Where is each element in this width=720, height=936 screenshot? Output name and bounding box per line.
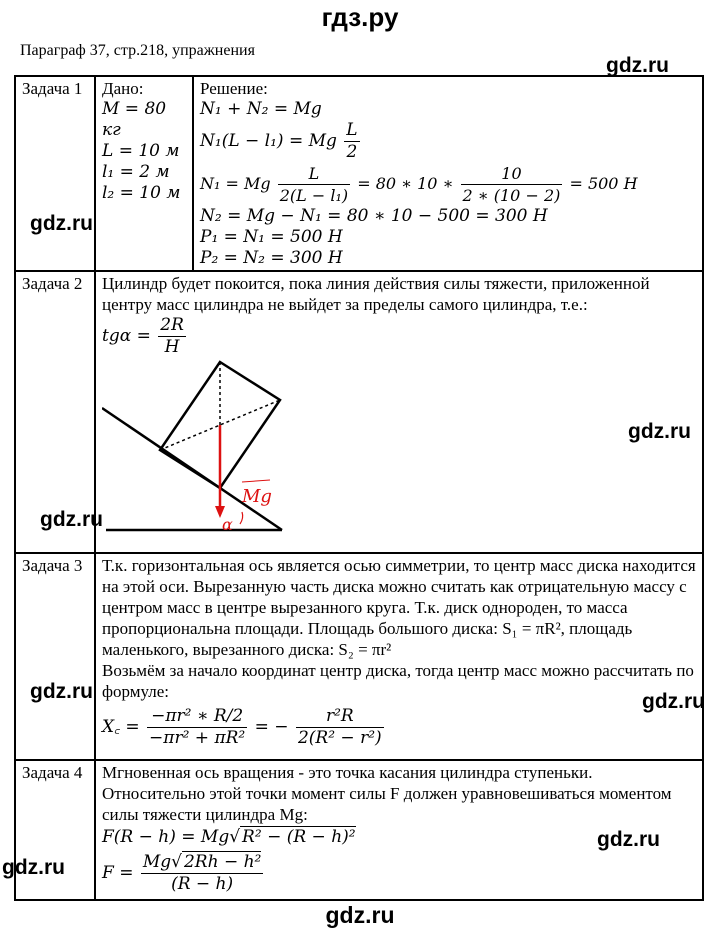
task2-label: Задача 2 [15,271,95,553]
cylinder-on-incline-diagram [102,360,402,540]
task1-label: Задача 1 [15,76,95,271]
vector-bar [242,480,270,482]
fraction-numerator: L [346,120,358,140]
fraction-denominator: −πr² + πR² [149,728,246,748]
fraction-denominator: 2(R² − r²) [297,728,382,748]
task4-content [95,760,703,900]
watermark: gdz.ru [30,212,93,235]
fraction-numerator: −πr² ∗ R/2 [147,706,247,728]
watermark: gdz.ru [642,690,705,713]
task4-text: Мгновенная ось вращения - это точка касания цилиндра ступеньки. Относительно этой точки момент силы F должен уравновешиваться моментом силы тяжести цилиндра Mg: [102,763,672,824]
radicand: R² − (R − h)² [242,827,356,847]
equation [200,163,696,206]
fraction-numerator: L [278,163,350,185]
fraction-numerator: 10 [461,163,563,185]
task4-label: Задача 4 [15,760,95,900]
equation: P₁ = N₁ = 500 Н [200,227,343,247]
fraction [158,315,186,358]
equation: N₁ + N₂ = Mg [200,99,322,119]
equation-part: N₁ = Mg [200,174,271,193]
radicand: 2Rh − h² [183,852,262,872]
task2-formula [102,315,696,358]
fraction [147,706,247,749]
fraction [141,852,264,895]
equation-part: tgα = [102,326,151,346]
given-item: l₂ = 10 м [102,183,181,203]
task4-row [15,760,703,900]
watermark: gdz.ru [628,420,691,443]
task3-row [15,553,703,760]
page-subtitle: Параграф 37, стр.218, упражнения [20,42,255,59]
watermark: gdz.ru [597,828,660,851]
fraction-denominator: H [164,337,180,357]
task3-text: Возьмём за начало координат центр диска, тогда центр масс можно рассчитать по формуле: [102,661,694,701]
task1-given [95,76,193,271]
fraction [461,163,563,206]
solutions-table [14,75,704,901]
equation-part: X꜀ = [102,717,140,737]
equation-part: N₁(L − l₁) = Mg [200,131,337,151]
fraction-denominator: 2 [346,142,358,162]
footer-watermark: gdz.ru [325,902,395,928]
fraction [296,706,384,749]
given-title: Дано: [102,79,144,98]
equation-part: = 80 ∗ 10 ∗ [357,174,454,193]
site-title: гдз.ру [321,2,399,32]
task3-text: Т.к. горизонтальная ось является осью симметрии, то центр масс диска находится на этой оси. Вырезанную часть диска можно считать как отрицательную массу с центром масс в центре вырезанного круга. Т.к. диск однороден, то масса пропорциональна площади. Площадь большого диска: S₁ = πR², площадь маленького, вырезанного диска: S₂ = πr² [102,556,696,659]
equation-part: F = [102,863,134,883]
fraction [344,120,359,163]
fraction-numerator: r²R [296,706,384,728]
watermark: gdz.ru [30,680,93,703]
equation: P₂ = N₂ = 300 Н [200,248,343,268]
task2-text: Цилиндр будет покоится, пока линия действия силы тяжести, приложенной центру масс цилиндра не выйдет за пределы самого цилиндра, т.е.: [102,274,650,314]
equation-part: = 500 Н [569,174,638,193]
watermark: gdz.ru [2,856,65,879]
equation-part: = − [254,717,289,737]
fraction-denominator: (R − h) [171,874,234,894]
watermark: gdz.ru [606,54,669,77]
task1-row [15,76,703,271]
task2-content [95,271,703,553]
solution-title: Решение: [200,79,268,98]
fraction-numerator [141,852,264,874]
force-label: Mg [242,486,272,507]
task3-formula [102,706,696,749]
angle-label: α [222,515,233,534]
fraction [278,163,350,206]
given-item: l₁ = 2 м [102,162,170,182]
task1-solution [193,76,703,271]
angle-arc [240,512,243,524]
task3-label: Задача 3 [15,553,95,760]
fraction-denominator: 2 ∗ (10 − 2) [462,186,561,205]
given-item: L = 10 м [102,141,180,161]
equation-part: Mg√ [142,852,182,872]
equation: N₂ = Mg − N₁ = 80 ∗ 10 − 500 = 300 Н [200,206,548,226]
fraction-denominator: 2(L − l₁) [279,186,349,205]
task4-equation [102,827,696,848]
equation [200,120,696,163]
task2-row [15,271,703,553]
watermark: gdz.ru [40,508,103,531]
equation-part: F(R − h) = Mg√ [102,827,241,847]
fraction-numerator: 2R [160,315,184,335]
given-item: M = 80 кг [102,99,167,140]
task3-content [95,553,703,760]
task4-equation [102,852,696,895]
